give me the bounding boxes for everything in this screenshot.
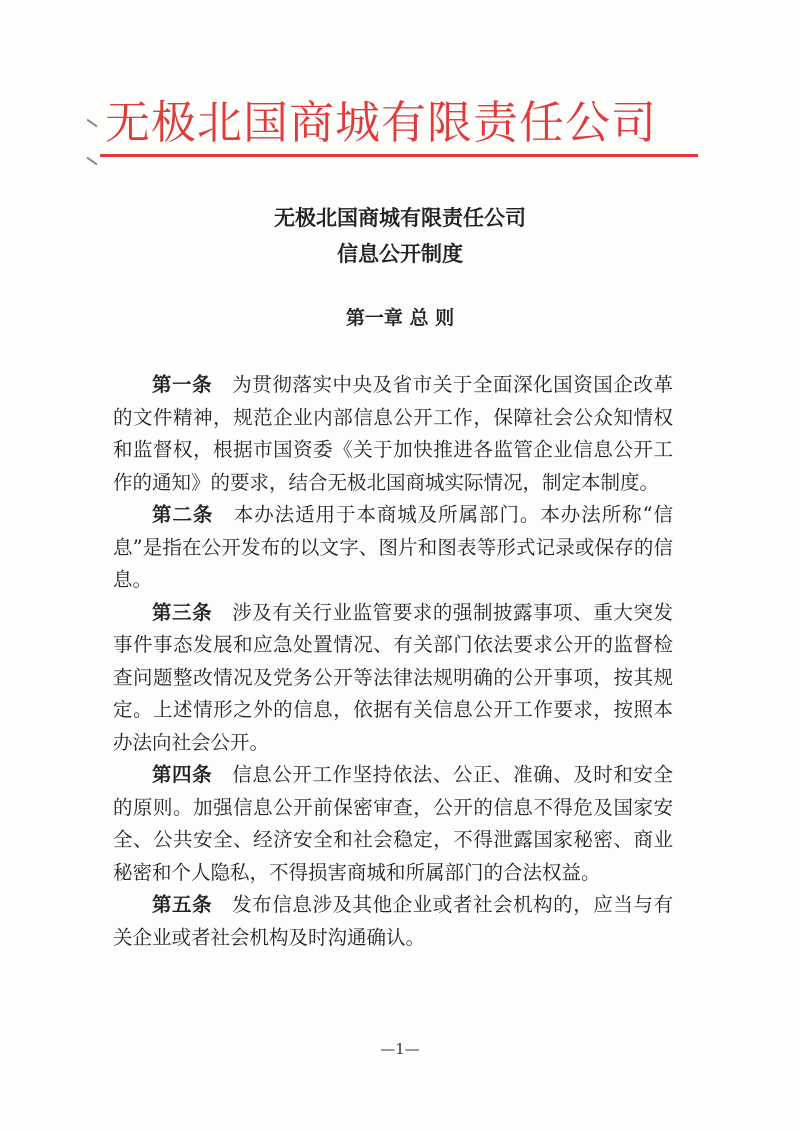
document-title-policy: 信息公开制度 <box>337 242 463 266</box>
article-paragraph <box>113 597 673 760</box>
article-paragraph <box>113 499 673 597</box>
article-label: 第五条 <box>152 893 213 916</box>
article-label: 第二条 <box>152 503 214 526</box>
document-title-company: 无极北国商城有限责任公司 <box>274 206 526 230</box>
article-paragraph <box>113 369 673 499</box>
article-list <box>113 369 673 954</box>
letterhead-red-rule <box>100 154 698 157</box>
page-number: —1— <box>380 1040 420 1058</box>
article-text: 信息公开工作坚持依法、公正、准确、及时和安全的原则。加强信息公开前保密审查，公开的信息不得危及国家安全、公共安全、经济安全和社会稳定，不得泄露国家秘密、商业秘密和个人隐私，不得损害商城和所属部门的合法权益。 <box>113 763 673 884</box>
letterhead-company-name: 无极北国商城有限责任公司 <box>105 96 658 149</box>
article-label: 第一条 <box>152 373 213 396</box>
article-text: 发布信息涉及其他企业或者社会机构的，应当与有关企业或者社会机构及时沟通确认。 <box>113 893 673 949</box>
article-paragraph <box>113 759 673 889</box>
scan-mark <box>87 157 98 166</box>
article-text: 涉及有关行业监管要求的强制披露事项、重大突发事件事态发展和应急处置情况、有关部门依法要求公开的监督检查问题整改情况及党务公开等法律法规明确的公开事项，按其规定。上述情形之外的信息，依据有关信息公开工作要求，按照本办法向社会公开。 <box>113 600 673 754</box>
scan-mark <box>87 119 98 128</box>
article-text: 本办法适用于本商城及所属部门。本办法所称“信息”是指在公开发布的以文字、图片和图表等形式记录或保存的信息。 <box>113 503 673 591</box>
article-text: 为贯彻落实中央及省市关于全面深化国资国企改革的文件精神，规范企业内部信息公开工作，保障社会公众知情权和监督权，根据市国资委《关于加快推进各监管企业信息公开工作的通知》的要求，结合无极北国商城实际情况，制定本制度。 <box>113 373 673 494</box>
chapter-heading: 第一章 总 则 <box>345 307 455 329</box>
article-paragraph <box>113 889 673 954</box>
article-label: 第三条 <box>152 600 213 624</box>
article-label: 第四条 <box>152 763 213 786</box>
